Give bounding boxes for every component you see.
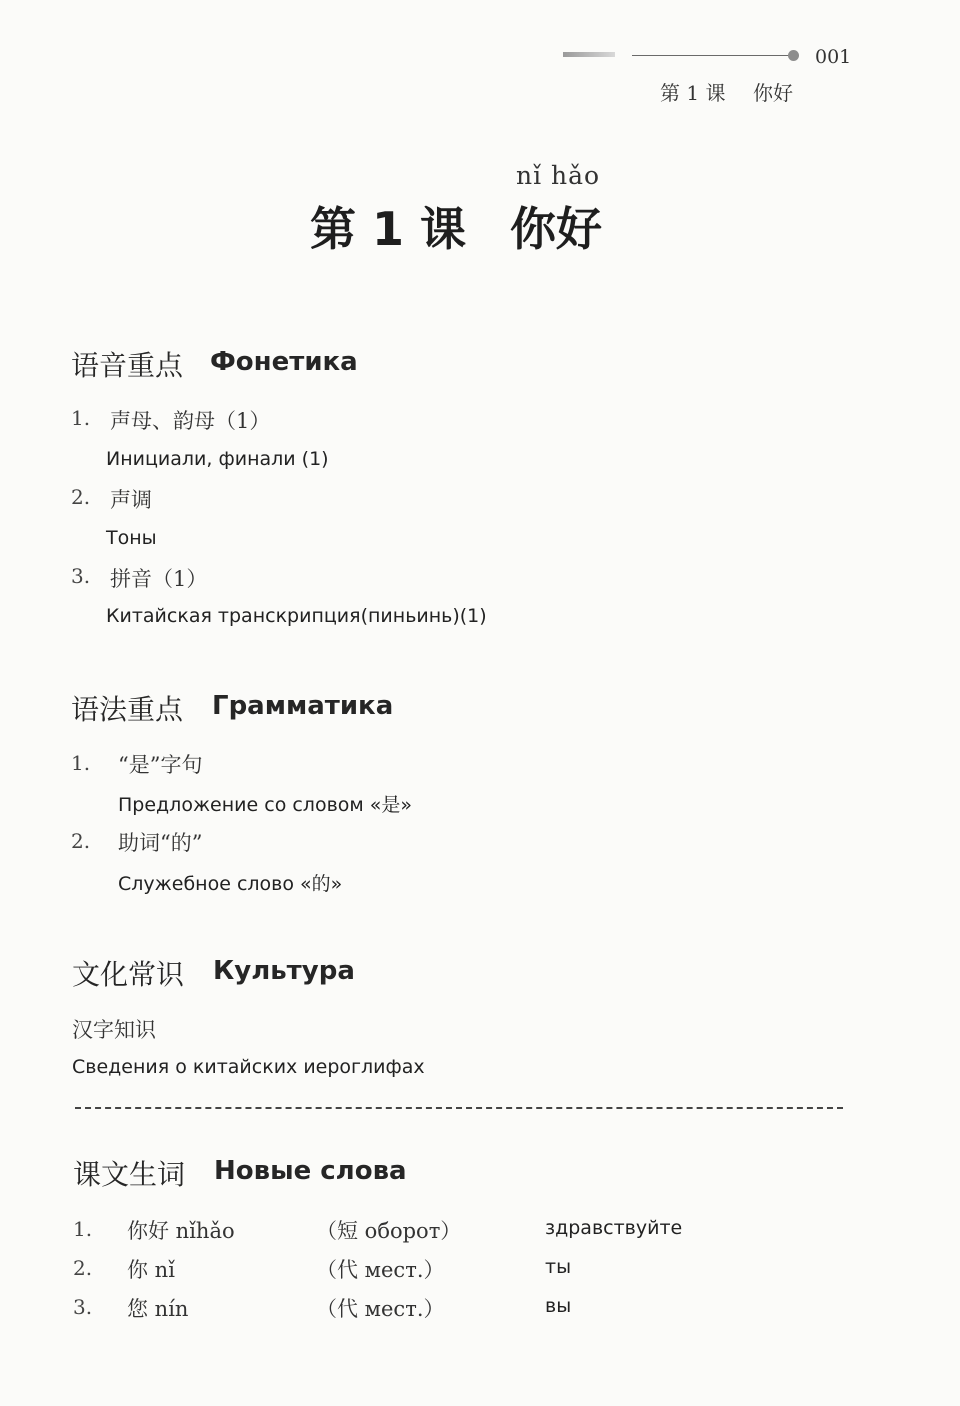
vocab-meaning: вы bbox=[545, 1295, 572, 1317]
vocab-word: 你好 nǐhǎo bbox=[127, 1219, 235, 1243]
grammar-heading-ru: Грамматика bbox=[212, 691, 394, 721]
phonetics-item-ru: Китайская транскрипция(пиньинь)(1) bbox=[106, 605, 487, 627]
phonetics-item-ru: Инициали, финали (1) bbox=[106, 448, 329, 470]
vocab-number: 3. bbox=[73, 1295, 93, 1319]
vocab-meaning: ты bbox=[545, 1256, 572, 1278]
phonetics-item-number: 2. bbox=[71, 485, 91, 509]
vocab-meaning: здравствуйте bbox=[545, 1217, 683, 1239]
phonetics-heading-ru: Фонетика bbox=[210, 347, 358, 377]
title-pinyin: nǐ hǎo bbox=[516, 161, 601, 190]
vocab-part-of-speech: （代 мест.） bbox=[316, 1258, 445, 1282]
culture-topic-zh: 汉字知识 bbox=[72, 1018, 156, 1042]
header-dot bbox=[788, 50, 799, 61]
grammar-item-ru: Служебное слово «的» bbox=[118, 873, 343, 895]
grammar-item-zh: “是”字句 bbox=[118, 753, 203, 777]
phonetics-item-ru: Тоны bbox=[106, 527, 157, 549]
header-decor-bar bbox=[563, 52, 615, 57]
vocab-word: 您 nín bbox=[127, 1297, 189, 1321]
vocab-word: 你 nǐ bbox=[127, 1258, 175, 1282]
lesson-title: 你好 bbox=[510, 202, 602, 256]
phonetics-item-number: 1. bbox=[71, 406, 91, 430]
phonetics-heading-zh: 语音重点 bbox=[71, 349, 184, 382]
vocab-part-of-speech: （短 оборот） bbox=[316, 1219, 462, 1243]
vocab-number: 1. bbox=[73, 1217, 93, 1241]
vocabulary-heading-ru: Новые слова bbox=[214, 1156, 407, 1186]
vocabulary-heading-zh: 课文生词 bbox=[73, 1158, 186, 1191]
culture-heading-ru: Культура bbox=[213, 956, 355, 986]
grammar-item-number: 2. bbox=[71, 829, 91, 853]
culture-topic-ru: Сведения о китайских иероглифах bbox=[72, 1056, 425, 1078]
phonetics-item-zh: 拼音（1） bbox=[110, 567, 208, 591]
grammar-item-ru: Предложение со словом «是» bbox=[118, 794, 413, 816]
culture-heading-zh: 文化常识 bbox=[72, 958, 185, 991]
grammar-item-zh: 助词“的” bbox=[118, 831, 203, 855]
grammar-heading-zh: 语法重点 bbox=[71, 693, 184, 726]
phonetics-item-number: 3. bbox=[71, 564, 91, 588]
running-header-title: 你好 bbox=[753, 81, 793, 105]
vocab-number: 2. bbox=[73, 1256, 93, 1280]
section-divider bbox=[75, 1107, 843, 1109]
header-rule bbox=[632, 55, 790, 56]
lesson-number: 第 1 课 bbox=[310, 202, 467, 256]
grammar-item-number: 1. bbox=[71, 751, 91, 775]
vocab-part-of-speech: （代 мест.） bbox=[316, 1297, 445, 1321]
phonetics-item-zh: 声母、韵母（1） bbox=[110, 409, 271, 433]
running-header-lesson: 第 1 课 bbox=[660, 81, 726, 105]
page-number: 001 bbox=[815, 46, 852, 68]
phonetics-item-zh: 声调 bbox=[110, 488, 152, 512]
